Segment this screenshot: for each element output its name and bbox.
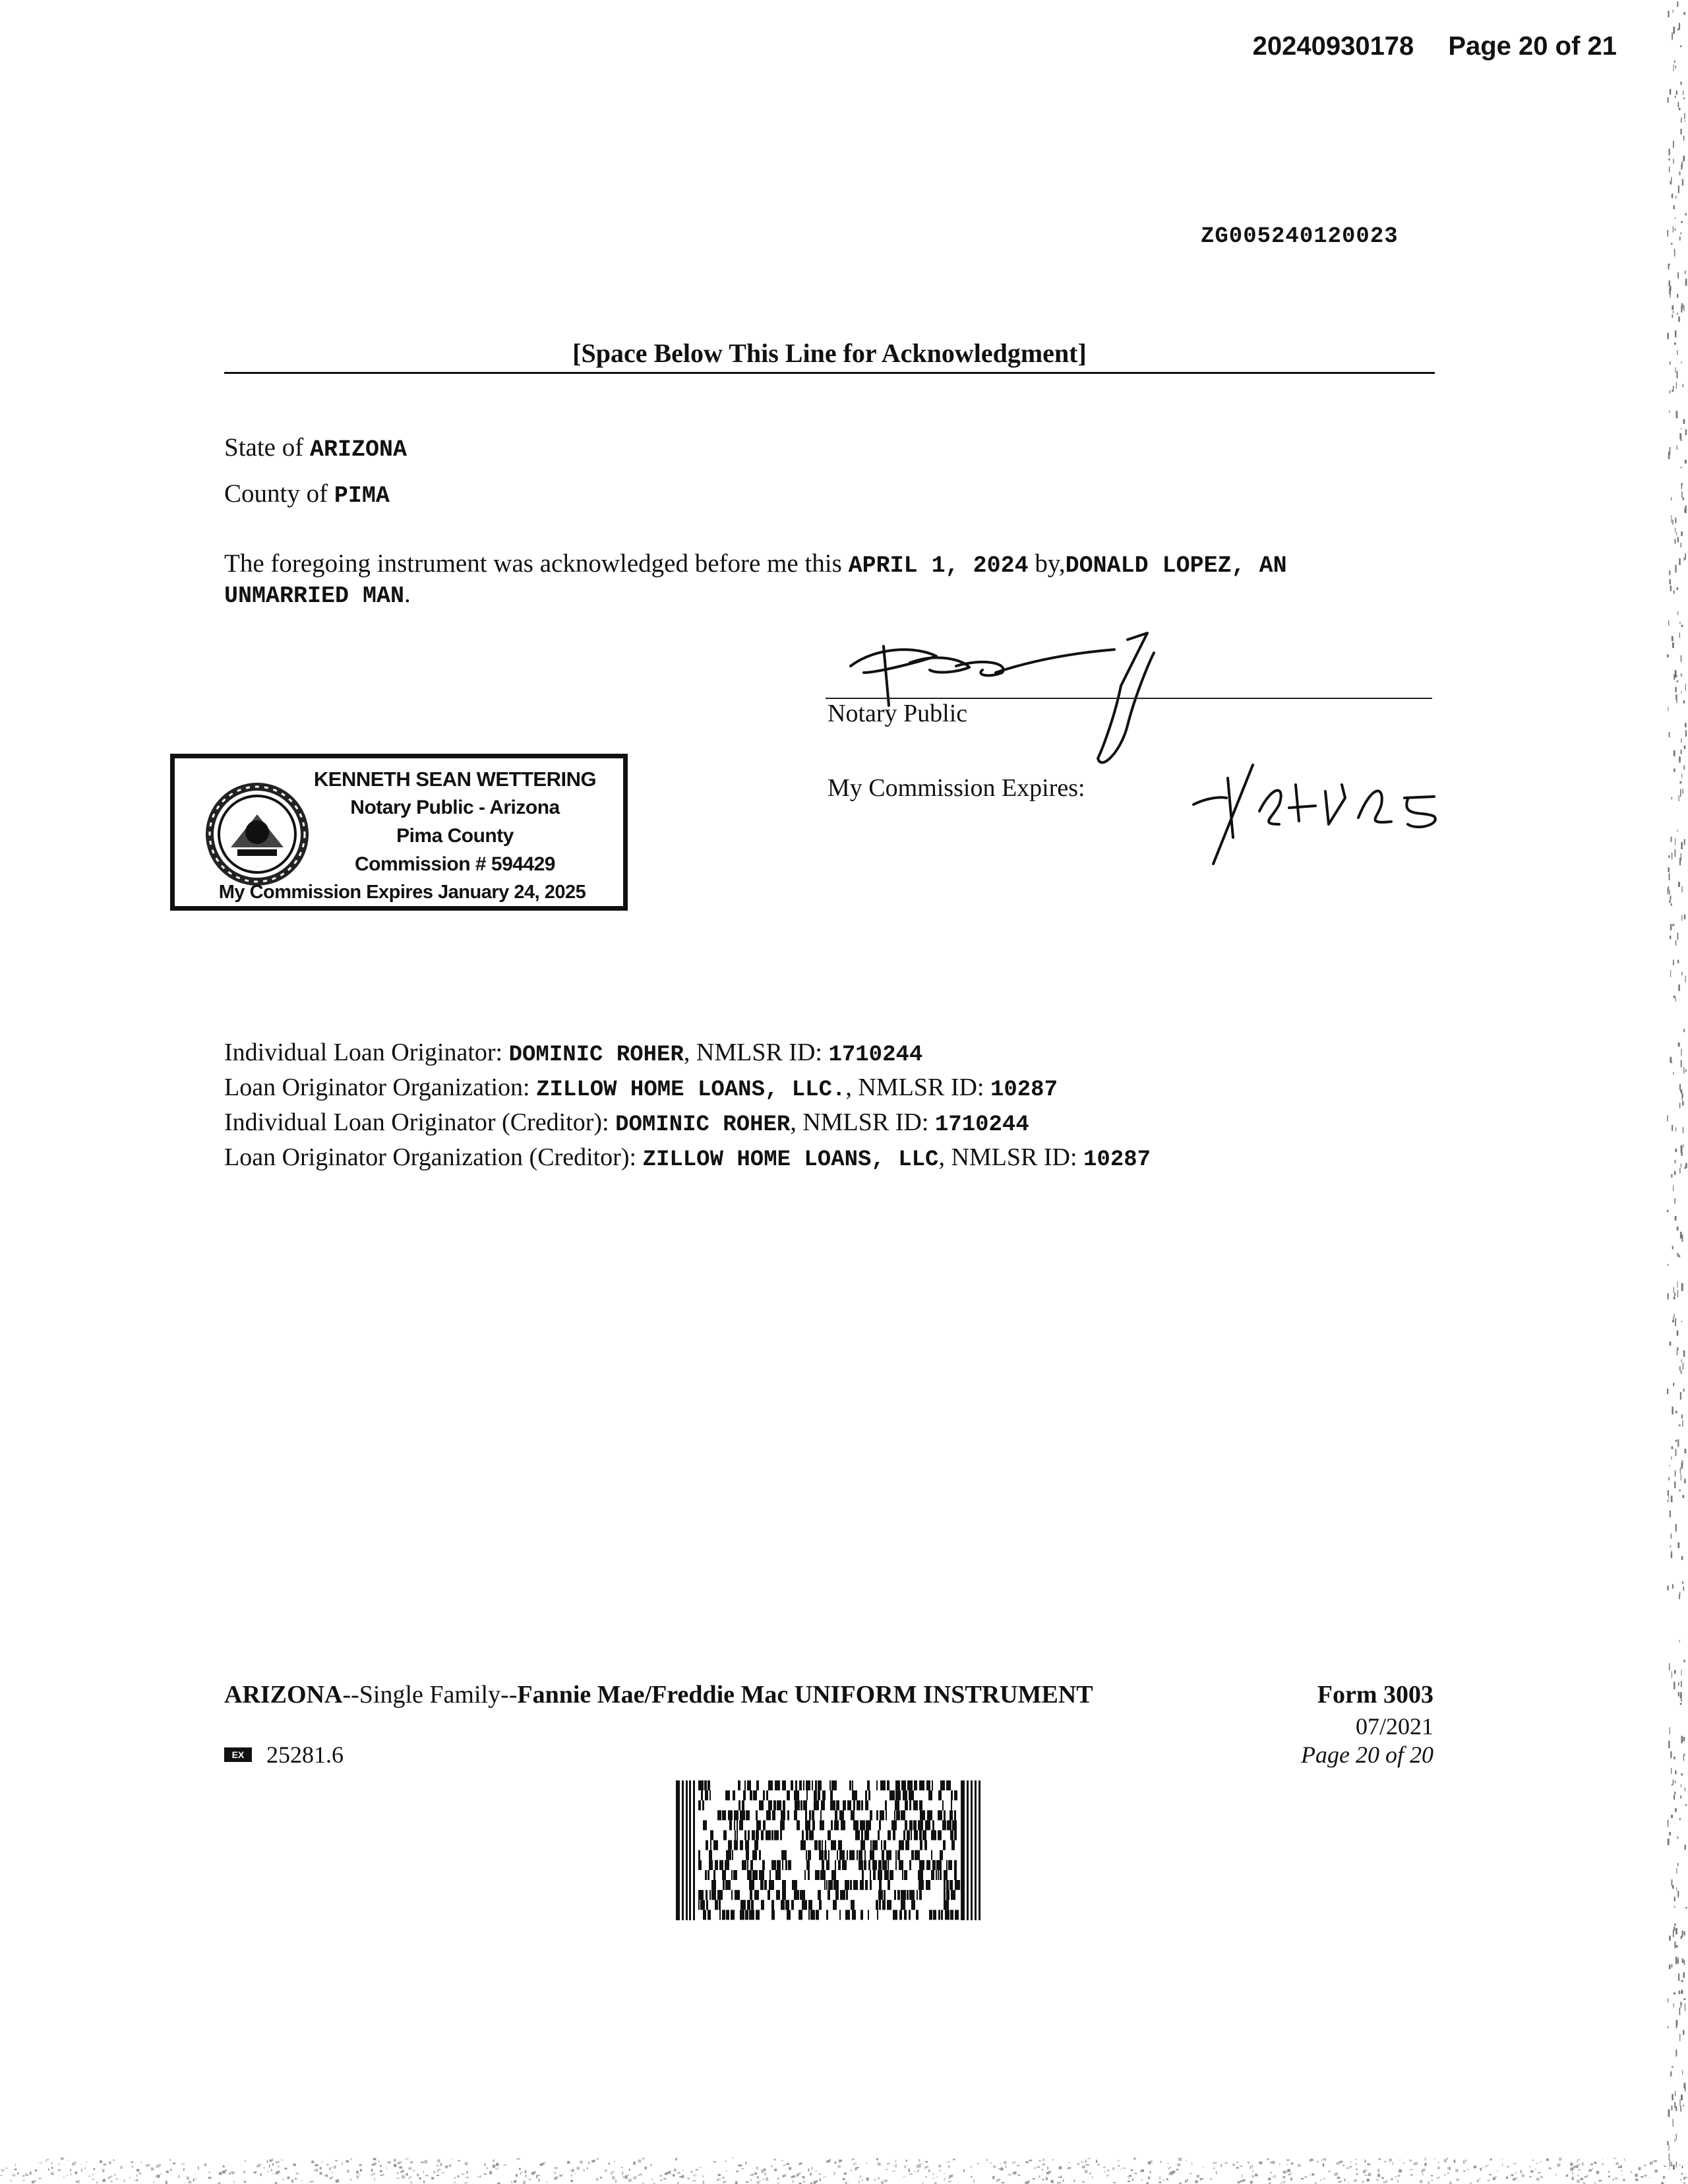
instrument-publisher: Fannie Mae/Freddie Mac UNIFORM INSTRUMENT	[517, 1681, 1093, 1709]
originator-row	[224, 1141, 1151, 1176]
document-number: 20240930178	[1252, 32, 1414, 61]
originator-id: 1710244	[934, 1112, 1029, 1138]
originator-label: Loan Originator Organization (Creditor):	[224, 1143, 637, 1171]
originator-id-label: NMLSR ID:	[802, 1108, 929, 1136]
stamp-expiration: My Commission Expires January 24, 2025	[218, 882, 586, 903]
originator-row	[224, 1107, 1151, 1141]
acknowledgment-heading: [Space Below This Line for Acknowledgment]	[572, 338, 1087, 368]
acknowledgment-text: The foregoing instrument was acknowledged before me this	[224, 549, 842, 578]
originator-row	[224, 1072, 1151, 1107]
loan-originator-list	[224, 1037, 1151, 1176]
originator-separator: ,	[790, 1108, 797, 1136]
scan-edge-noise-right	[1662, 0, 1688, 2184]
originator-label: Individual Loan Originator (Creditor):	[224, 1108, 609, 1136]
notary-public-label: Notary Public	[828, 700, 968, 727]
county-line	[224, 479, 390, 509]
originator-name: ZILLOW HOME LOANS, LLC	[642, 1147, 939, 1172]
stamp-notary-name: KENNETH SEAN WETTERING	[313, 768, 597, 791]
county-value: PIMA	[334, 483, 390, 509]
footer-code-value: 25281.6	[266, 1742, 344, 1768]
footer-code	[224, 1741, 344, 1769]
form-page-label: Page 20 of 20	[1301, 1742, 1433, 1768]
originator-name: ZILLOW HOME LOANS, LLC.	[536, 1077, 846, 1103]
county-label: County of	[224, 479, 328, 508]
instrument-type: --Single Family--	[342, 1681, 518, 1709]
originator-id: 10287	[1083, 1147, 1151, 1172]
originator-row	[224, 1037, 1151, 1072]
loan-number: ZG005240120023	[1201, 224, 1399, 249]
originator-separator: ,	[683, 1039, 690, 1066]
recording-header	[1253, 32, 1617, 61]
scan-edge-noise-bottom	[0, 2151, 1688, 2184]
state-label: State of	[224, 433, 304, 462]
originator-name: DOMINIC ROHER	[508, 1043, 684, 1068]
acknowledgment-date: APRIL 1, 2024	[848, 553, 1029, 579]
originator-name: DOMINIC ROHER	[615, 1112, 791, 1138]
ellie-mae-logo-icon: EX	[224, 1747, 252, 1762]
originator-separator: ,	[845, 1074, 852, 1101]
stamp-county: Pima County	[396, 825, 514, 847]
form-date: 07/2021	[1355, 1713, 1433, 1740]
originator-id: 10287	[990, 1077, 1058, 1103]
originator-id-label: NMLSR ID:	[858, 1074, 984, 1101]
originator-id-label: NMLSR ID:	[951, 1143, 1077, 1171]
commission-expires-label: My Commission Expires:	[828, 774, 1085, 802]
originator-separator: ,	[938, 1143, 945, 1171]
signer-name-line1: DONALD LOPEZ, AN	[1065, 553, 1287, 579]
instrument-title	[224, 1680, 1093, 1709]
form-number: Form 3003	[1317, 1681, 1433, 1709]
notary-stamp	[170, 754, 628, 911]
stamp-commission-number: Commission # 594429	[355, 853, 555, 875]
state-value: ARIZONA	[309, 437, 407, 463]
page-label: Page 20 of 21	[1448, 32, 1617, 61]
instrument-state: ARIZONA	[224, 1681, 343, 1709]
originator-id-label: NMLSR ID:	[696, 1039, 822, 1066]
stamp-title: Notary Public - Arizona	[350, 797, 560, 818]
acknowledgment-by: by,	[1035, 549, 1066, 578]
pdf417-barcode	[676, 1780, 982, 1920]
acknowledgment-divider	[224, 372, 1435, 374]
acknowledgment-sentence-cont	[224, 579, 411, 609]
acknowledgment-period: .	[404, 580, 411, 608]
acknowledgment-sentence	[224, 549, 1287, 579]
originator-label: Individual Loan Originator:	[224, 1039, 503, 1066]
originator-id: 1710244	[828, 1043, 923, 1068]
state-line	[224, 433, 407, 463]
signer-name-line2: UNMARRIED MAN	[224, 583, 405, 609]
handwritten-expiry-date	[1180, 758, 1457, 884]
originator-label: Loan Originator Organization:	[224, 1074, 530, 1101]
